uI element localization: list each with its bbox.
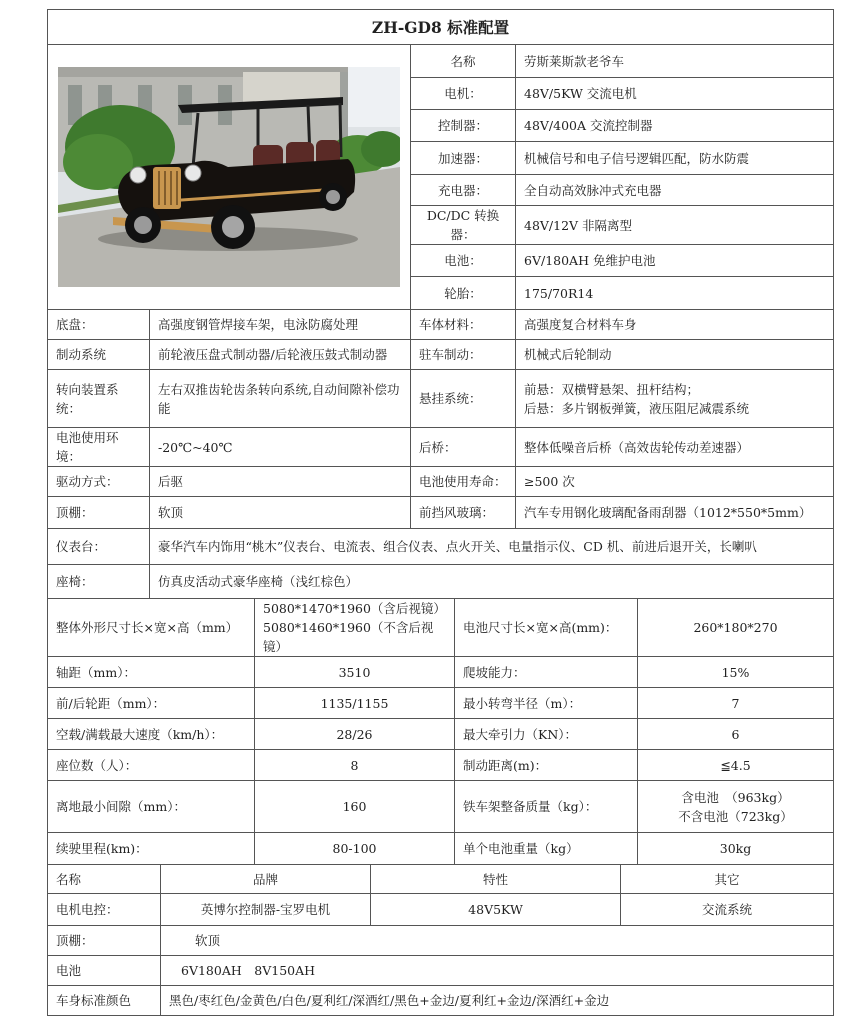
- vehicle-photo-cell: [48, 45, 411, 310]
- spec-label: 顶棚：: [48, 926, 161, 956]
- spec-label: 制动距离(m)：: [455, 750, 638, 781]
- vehicle-photo: [58, 67, 400, 287]
- spec-value: 软顶: [161, 926, 834, 956]
- spec-value: 机械信号和电子信号逻辑匹配，防水防震: [516, 142, 834, 175]
- spec-label: 离地最小间隙（mm）：: [48, 781, 255, 833]
- spec-value: 豪华汽车内饰用“桃木”仪表台、电流表、组合仪表、点火开关、电量指示仪、CD 机、前进后退开关，长喇叭: [150, 529, 834, 565]
- spec-value: 1135/1155: [255, 688, 455, 719]
- main-spec-table: [47, 9, 834, 599]
- spec-value: 48V/5KW 交流电机: [516, 78, 834, 110]
- spec-label: 爬坡能力：: [455, 657, 638, 688]
- spec-value: 前轮液压盘式制动器/后轮液压鼓式制动器: [150, 340, 411, 370]
- spec-value: 后驱: [150, 467, 411, 497]
- suspension-value: [516, 370, 834, 428]
- spec-value: ≥500 次: [516, 467, 834, 497]
- spec-label: 座位数（人）：: [48, 750, 255, 781]
- spec-label: 整体外形尺寸长×宽×高（mm）: [48, 599, 255, 657]
- spec-value: 48V/12V 非隔离型: [516, 206, 834, 245]
- spec-label: 电池使用环境：: [48, 428, 150, 467]
- spec-label: 驱动方式：: [48, 467, 150, 497]
- spec-value: 175/70R14: [516, 277, 834, 310]
- spec-value: 7: [638, 688, 834, 719]
- spec-label: 电池尺寸长×宽×高(mm)：: [455, 599, 638, 657]
- spec-value: 黑色/枣红色/金黄色/白色/夏利红/深酒红/黑色+金边/夏利红+金边/深酒红+金边: [161, 986, 834, 1016]
- spec-label: 控制器：: [411, 110, 516, 142]
- document-title: ZH-GD8 标准配置: [48, 10, 834, 45]
- rear-suspension: 后悬：多片钢板弹簧，液压阻尼减震系统: [524, 400, 750, 416]
- front-suspension: 前悬：双横臂悬架、扭杆结构；: [524, 381, 700, 397]
- header-name: 名称: [48, 865, 161, 894]
- spec-value: 高强度钢管焊接车架，电泳防腐处理: [150, 310, 411, 340]
- other-value: 交流系统: [621, 894, 834, 926]
- mass-without-battery: 不含电池（723kg）: [678, 808, 793, 824]
- feature-value: 48V5KW: [371, 894, 621, 926]
- spec-label: 驻车制动：: [411, 340, 516, 370]
- spec-label: 单个电池重量（kg）: [455, 833, 638, 865]
- header-brand: 品牌: [161, 865, 371, 894]
- spec-value: 高强度复合材料车身: [516, 310, 834, 340]
- spec-value: 15%: [638, 657, 834, 688]
- spec-label: 顶棚：: [48, 497, 150, 529]
- spec-label: DC/DC 转换器：: [411, 206, 516, 245]
- spec-label: 车身标准颜色: [48, 986, 161, 1016]
- spec-label: 最大牵引力（KN）：: [455, 719, 638, 750]
- spec-label: 底盘：: [48, 310, 150, 340]
- spec-label: 仪表台：: [48, 529, 150, 565]
- spec-value: 全自动高效脉冲式充电器: [516, 175, 834, 206]
- spec-label: 电池: [48, 956, 161, 986]
- brand-value: 英博尔控制器-宝罗电机: [161, 894, 371, 926]
- spec-label: 悬挂系统：: [411, 370, 516, 428]
- spec-label: 轮胎：: [411, 277, 516, 310]
- spec-value: 8: [255, 750, 455, 781]
- header-feature: 特性: [371, 865, 621, 894]
- spec-value: 30kg: [638, 833, 834, 865]
- brand-table: [47, 864, 834, 1016]
- spec-label: 轴距（mm）：: [48, 657, 255, 688]
- spec-label: 续驶里程(km)：: [48, 833, 255, 865]
- dimension-without-mirror: 5080*1460*1960（不含后视镜）: [263, 620, 434, 654]
- spec-value: 6: [638, 719, 834, 750]
- spec-value: 3510: [255, 657, 455, 688]
- frame-mass-value: [638, 781, 834, 833]
- spec-value: ≦4.5: [638, 750, 834, 781]
- spec-label: 转向装置系统：: [48, 370, 150, 428]
- spec-label: 前挡风玻璃：: [411, 497, 516, 529]
- spec-label: 电池使用寿命：: [411, 467, 516, 497]
- spec-value: 左右双推齿轮齿条转向系统,自动间隙补偿功能: [150, 370, 411, 428]
- spec-label: 前/后轮距（mm）：: [48, 688, 255, 719]
- dimension-table: [47, 598, 834, 865]
- spec-value: 软顶: [150, 497, 411, 529]
- header-other: 其它: [621, 865, 834, 894]
- spec-value: 80-100: [255, 833, 455, 865]
- spec-label: 加速器：: [411, 142, 516, 175]
- spec-value: 260*180*270: [638, 599, 834, 657]
- spec-label: 最小转弯半径（m）：: [455, 688, 638, 719]
- spec-value: 仿真皮活动式豪华座椅（浅红棕色）: [150, 565, 834, 599]
- spec-label: 电机：: [411, 78, 516, 110]
- spec-label: 电机电控：: [48, 894, 161, 926]
- spec-label: 制动系统: [48, 340, 150, 370]
- spec-value: 整体低噪音后桥（高效齿轮传动差速器）: [516, 428, 834, 467]
- spec-label: 空载/满载最大速度（km/h）：: [48, 719, 255, 750]
- mass-with-battery: 含电池 （963kg）: [681, 789, 790, 805]
- spec-label: 车体材料：: [411, 310, 516, 340]
- spec-label: 座椅：: [48, 565, 150, 599]
- spec-value: 48V/400A 交流控制器: [516, 110, 834, 142]
- spec-value: 汽车专用钢化玻璃配备雨刮器（1012*550*5mm）: [516, 497, 834, 529]
- spec-label: 后桥：: [411, 428, 516, 467]
- spec-value: 机械式后轮制动: [516, 340, 834, 370]
- spec-sheet: [47, 9, 833, 1016]
- spec-label: 电池：: [411, 245, 516, 277]
- spec-value: -20℃~40℃: [150, 428, 411, 467]
- spec-label: 名称: [411, 45, 516, 78]
- spec-value: 6V/180AH 免维护电池: [516, 245, 834, 277]
- spec-value: 28/26: [255, 719, 455, 750]
- spec-value: 160: [255, 781, 455, 833]
- dimension-with-mirror: 5080*1470*1960（含后视镜）: [263, 601, 446, 616]
- spec-value: 劳斯莱斯款老爷车: [516, 45, 834, 78]
- spec-label: 充电器：: [411, 175, 516, 206]
- overall-dimension-value: [255, 599, 455, 657]
- spec-label: 铁车架整备质量（kg）：: [455, 781, 638, 833]
- spec-value: 6V180AH 8V150AH: [161, 956, 834, 986]
